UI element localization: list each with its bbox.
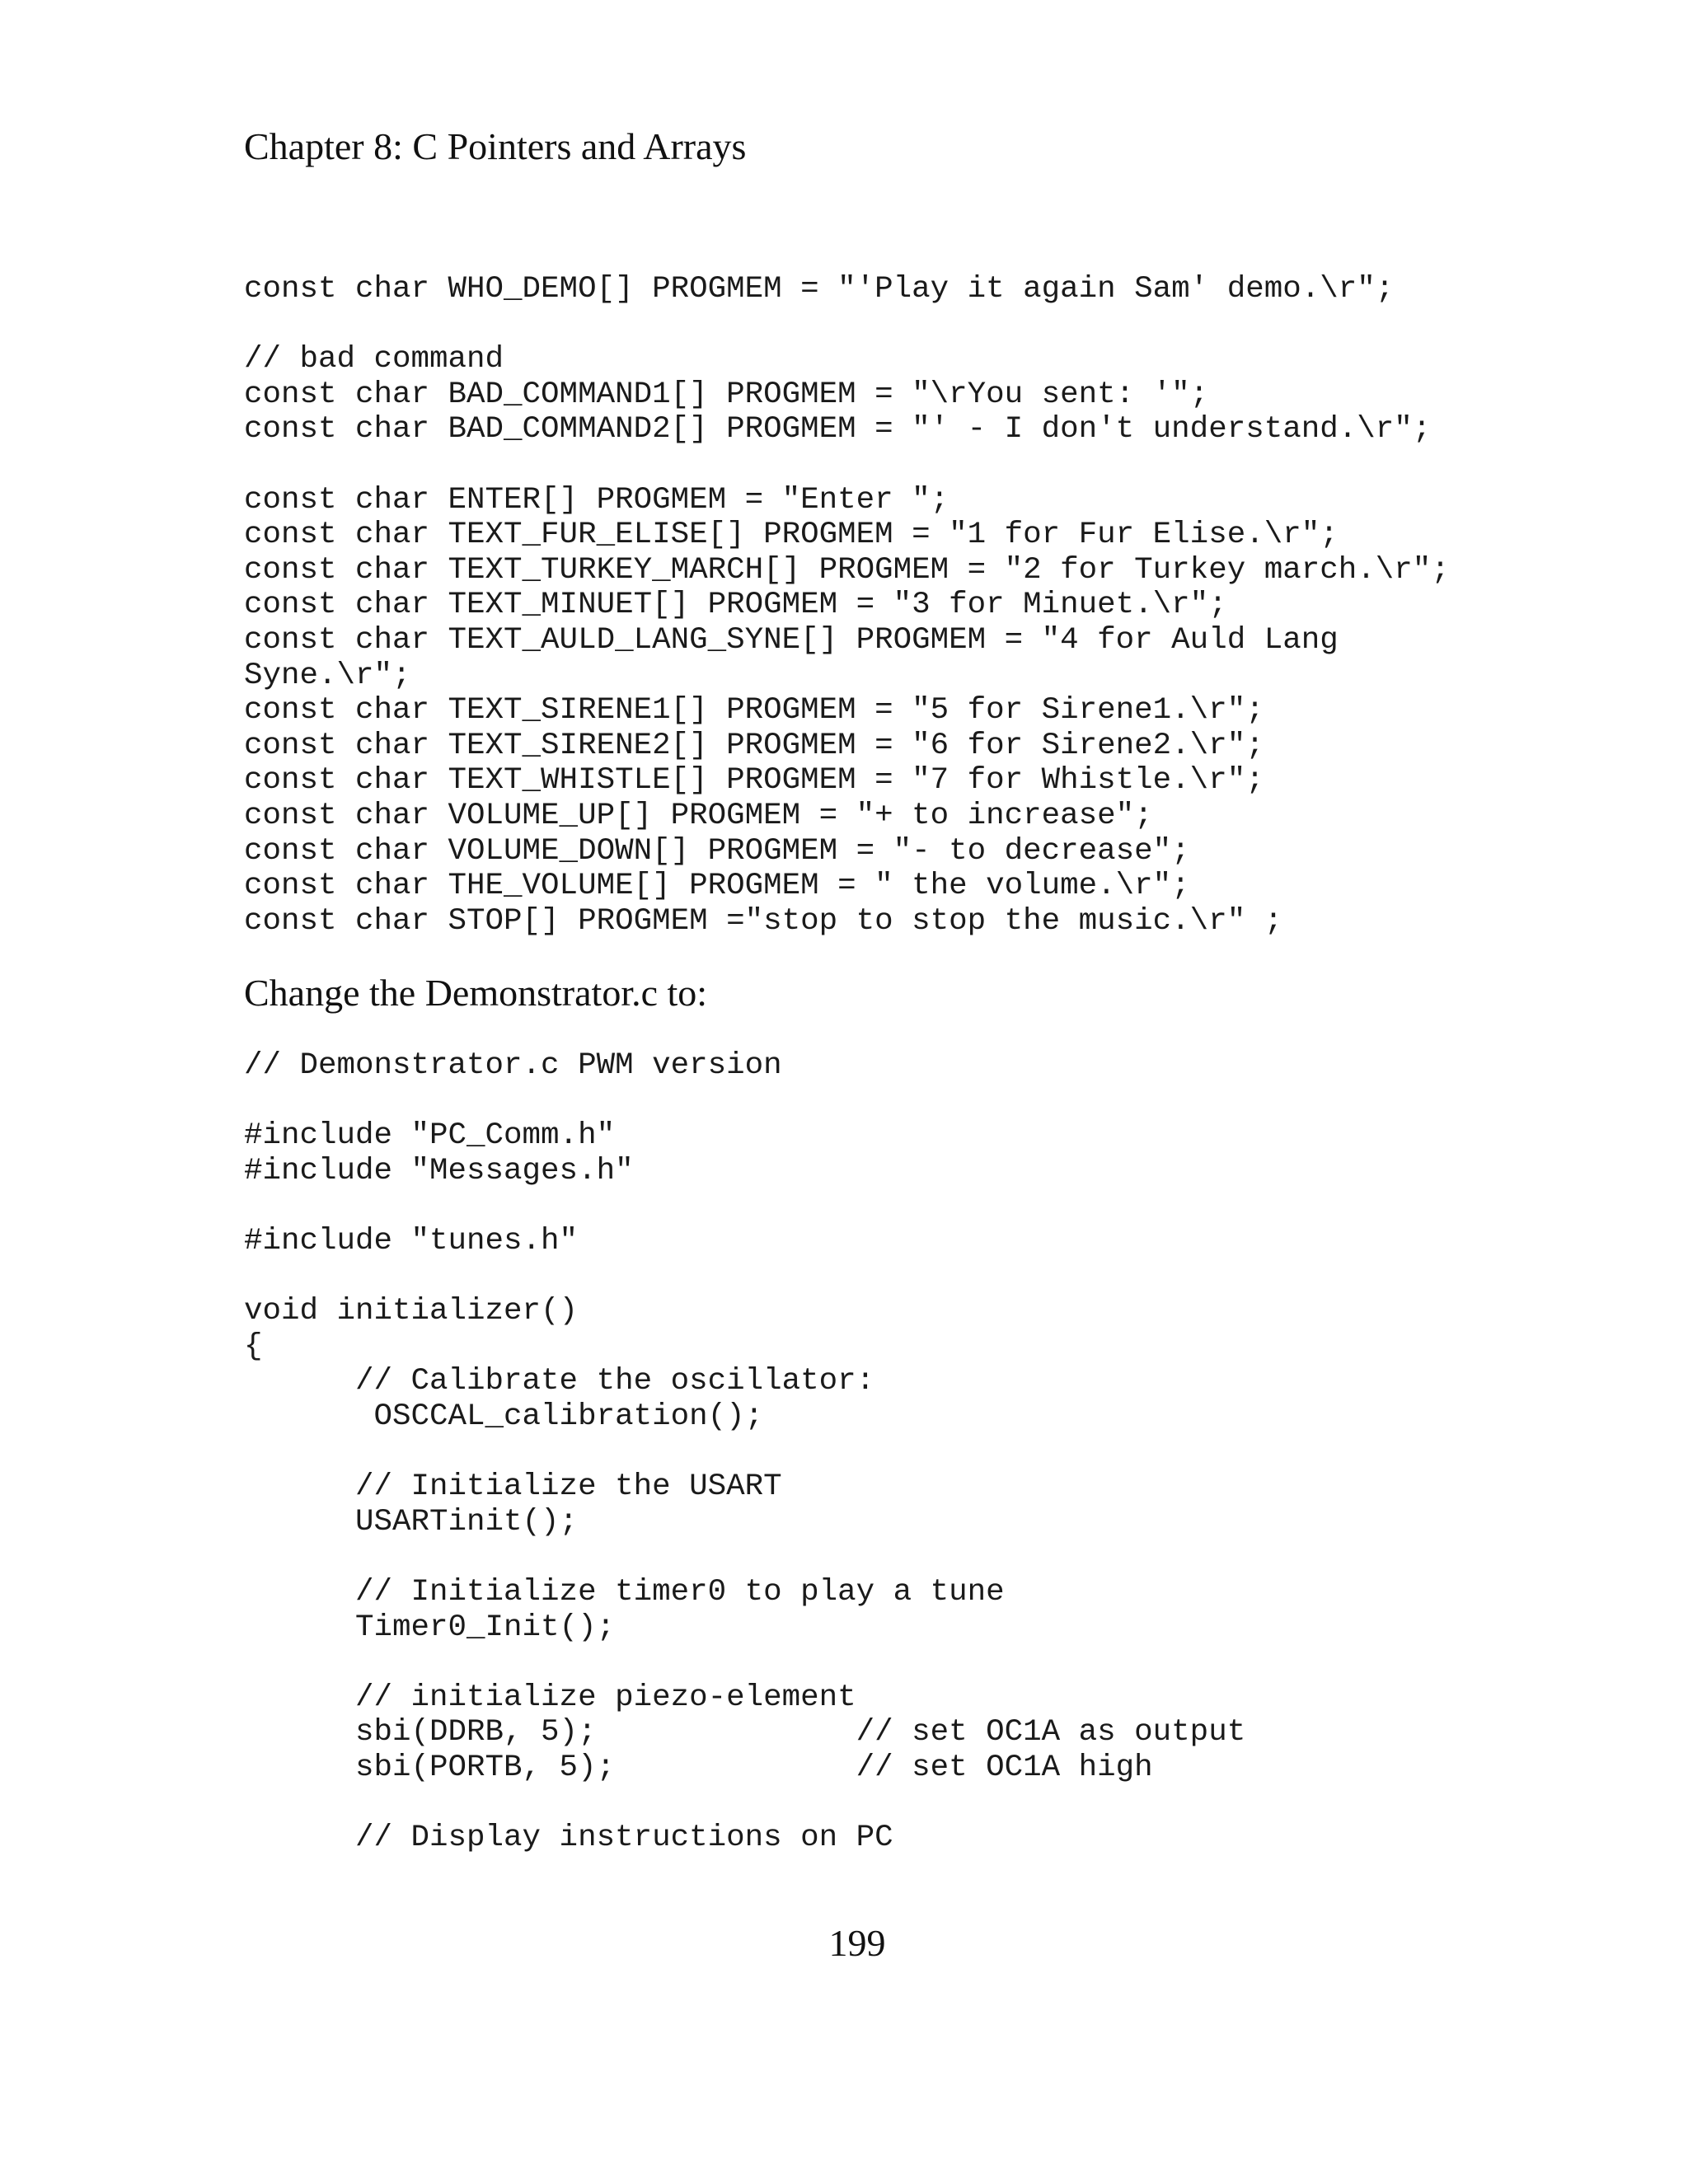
code-line: // Initialize timer0 to play a tune (244, 1574, 1005, 1610)
code-line: sbi(DDRB, 5); // set OC1A as output (244, 1715, 1246, 1750)
code-line: // bad command (244, 342, 504, 377)
code-line (244, 1785, 1245, 1821)
code-line: const char VOLUME_DOWN[] PROGMEM = "- to decrease"; (244, 833, 1190, 869)
code-line: const char WHO_DEMO[] PROGMEM = "'Play it again Sam' demo.\r"; (244, 272, 1395, 307)
code-line (244, 1435, 1245, 1470)
code-line: const char BAD_COMMAND2[] PROGMEM = "' - I don't understand.\r"; (244, 412, 1432, 448)
code-line (244, 307, 1450, 343)
code-line: const char TEXT_TURKEY_MARCH[] PROGMEM = "2 for Turkey march.\r"; (244, 552, 1450, 588)
code-line (244, 1259, 1245, 1295)
code-line: USARTinit(); (244, 1504, 579, 1540)
code-line: // Display instructions on PC (244, 1821, 893, 1856)
code-line: const char TEXT_FUR_ELISE[] PROGMEM = "1 for Fur Elise.\r"; (244, 518, 1339, 553)
code-line: const char TEXT_WHISTLE[] PROGMEM = "7 for Whistle.\r"; (244, 763, 1264, 799)
code-line (244, 1645, 1245, 1680)
section-heading: Change the Demonstrator.c to: (244, 972, 708, 1014)
code-line: // Demonstrator.c PWM version (244, 1048, 782, 1083)
code-line (244, 1188, 1245, 1224)
code-line: OSCCAL_calibration(); (244, 1399, 764, 1434)
code-line: const char THE_VOLUME[] PROGMEM = " the volume.\r"; (244, 869, 1190, 904)
code-line: { (244, 1329, 263, 1364)
code-line: Syne.\r"; (244, 658, 411, 693)
code-line (244, 448, 1450, 483)
code-line: // Calibrate the oscillator: (244, 1364, 875, 1399)
code-line: // Initialize the USART (244, 1469, 782, 1505)
code-line (244, 1540, 1245, 1575)
code-line: #include "PC_Comm.h" (244, 1118, 616, 1154)
code-line: const char TEXT_SIRENE2[] PROGMEM = "6 for Sirene2.\r"; (244, 728, 1264, 763)
code-line: const char TEXT_AULD_LANG_SYNE[] PROGMEM = "4 for Auld Lang (244, 622, 1339, 658)
code-line: const char BAD_COMMAND1[] PROGMEM = "\rYou sent: '"; (244, 377, 1209, 412)
code-block-demonstrator (244, 1048, 1245, 1856)
code-line: #include "tunes.h" (244, 1223, 579, 1258)
code-line: const char TEXT_MINUET[] PROGMEM = "3 for Minuet.\r"; (244, 588, 1227, 623)
code-block-constants (244, 272, 1450, 939)
code-line: void initializer() (244, 1294, 579, 1329)
page-number: 199 (828, 1922, 886, 1964)
code-line: const char STOP[] PROGMEM ="stop to stop the music.\r" ; (244, 903, 1283, 939)
code-line: Timer0_Init(); (244, 1610, 616, 1645)
code-line: sbi(PORTB, 5); // set OC1A high (244, 1750, 1153, 1785)
chapter-title: Chapter 8: C Pointers and Arrays (244, 125, 747, 167)
code-line: const char TEXT_SIRENE1[] PROGMEM = "5 for Sirene1.\r"; (244, 693, 1264, 729)
code-line: const char ENTER[] PROGMEM = "Enter "; (244, 482, 950, 518)
code-line: const char VOLUME_UP[] PROGMEM = "+ to increase"; (244, 798, 1153, 833)
code-line (244, 1084, 1245, 1119)
code-line: #include "Messages.h" (244, 1153, 634, 1188)
code-line: // initialize piezo-element (244, 1680, 856, 1715)
